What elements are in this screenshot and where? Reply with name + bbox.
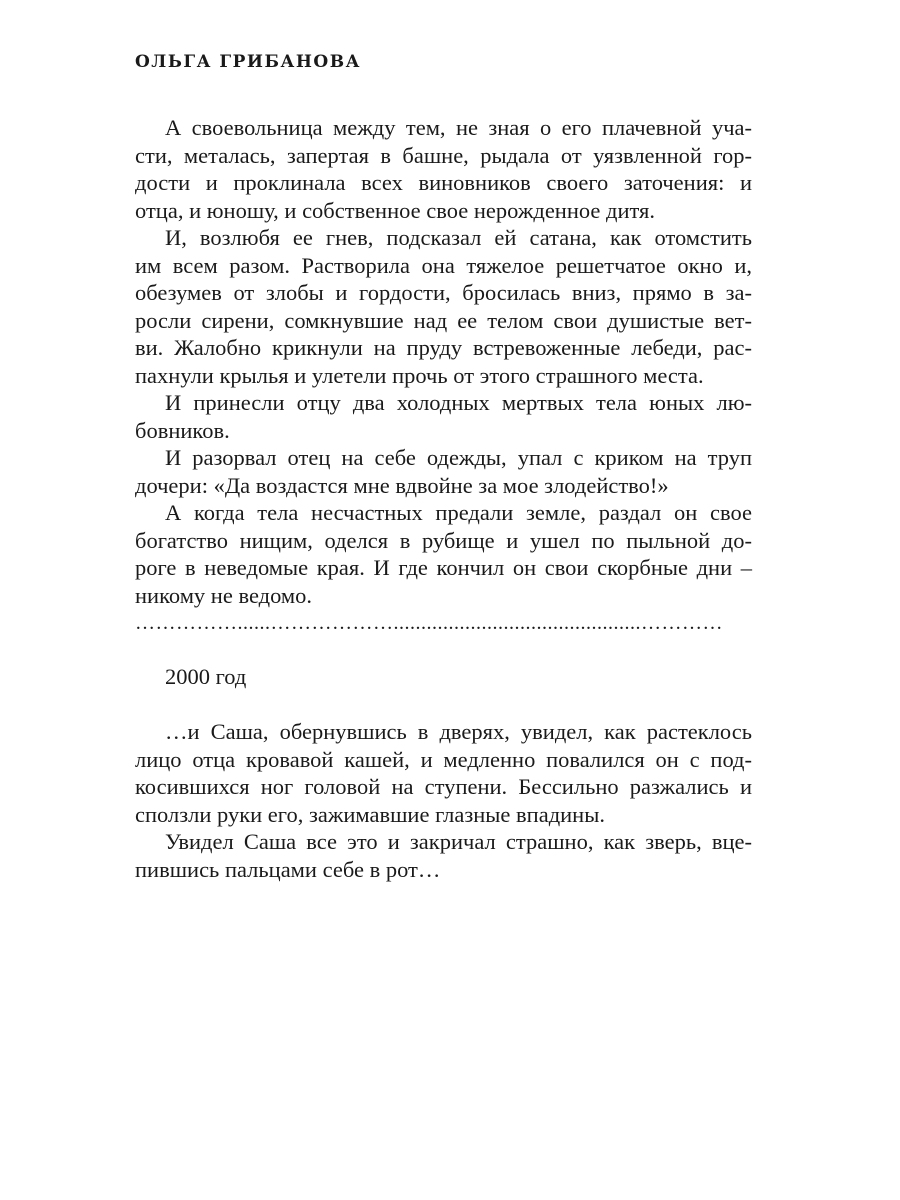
section-2-heading: 2000 год	[165, 664, 247, 689]
text-line: им всем разом. Растворила она тяжелое решетчатое окно и,	[135, 252, 752, 278]
text-line: …и Саша, обернувшись в дверях, увидел, как растеклось	[165, 719, 752, 744]
text-line: А когда тела несчастных предали земле, раздал он свое	[165, 500, 752, 525]
section-separator: ……………......……………….............................................…………	[135, 612, 723, 634]
text-line: пахнули крылья и улетели прочь от этого страшного места.	[135, 362, 704, 388]
text-line: обезумев от злобы и гордости, бросилась вниз, прямо в за-	[135, 280, 752, 305]
text-line: отца, и юношу, и собственное свое нерожденное дитя.	[135, 197, 656, 223]
text-line: косившихся ног головой на ступени. Бессильно разжались и	[135, 774, 752, 800]
running-header-author: ОЛЬГА ГРИБАНОВА	[135, 52, 361, 72]
text-line: пившись пальцами себе в рот…	[135, 857, 441, 882]
text-line: И разорвал отец на себе одежды, упал с криком на труп	[165, 445, 752, 470]
text-line: богатство нищим, оделся в рубище и ушел по пыльной до-	[135, 527, 752, 553]
text-line: роге в неведомые края. И где кончил он свои скорбные дни –	[135, 555, 752, 580]
text-line: ви. Жалобно крикнули на пруду встревоженные лебеди, рас-	[135, 335, 752, 360]
text-line: А своевольница между тем, не зная о его плачевной уча-	[165, 115, 752, 140]
text-line: И, возлюбя ее гнев, подсказал ей сатана, как отомстить	[165, 225, 752, 250]
text-line: бовников.	[135, 417, 230, 443]
text-line: Увидел Саша все это и закричал страшно, как зверь, вце-	[165, 829, 752, 855]
text-line: росли сирени, сомкнувшие над ее телом свои душистые вет-	[135, 307, 752, 333]
text-line: дости и проклинала всех виновников своего заточения: и	[135, 170, 752, 195]
text-line: дочери: «Да воздастся мне вдвойне за мое злодейство!»	[135, 472, 669, 498]
text-line: сползли руки его, зажимавшие глазные впадины.	[135, 801, 605, 827]
text-line: лицо отца кровавой кашей, и медленно повалился он с под-	[135, 746, 752, 772]
text-line: И принесли отцу два холодных мертвых тела юных лю-	[165, 390, 752, 415]
text-line: сти, металась, запертая в башне, рыдала от уязвленной гор-	[135, 142, 752, 168]
text-line: никому не ведомо.	[135, 582, 313, 608]
